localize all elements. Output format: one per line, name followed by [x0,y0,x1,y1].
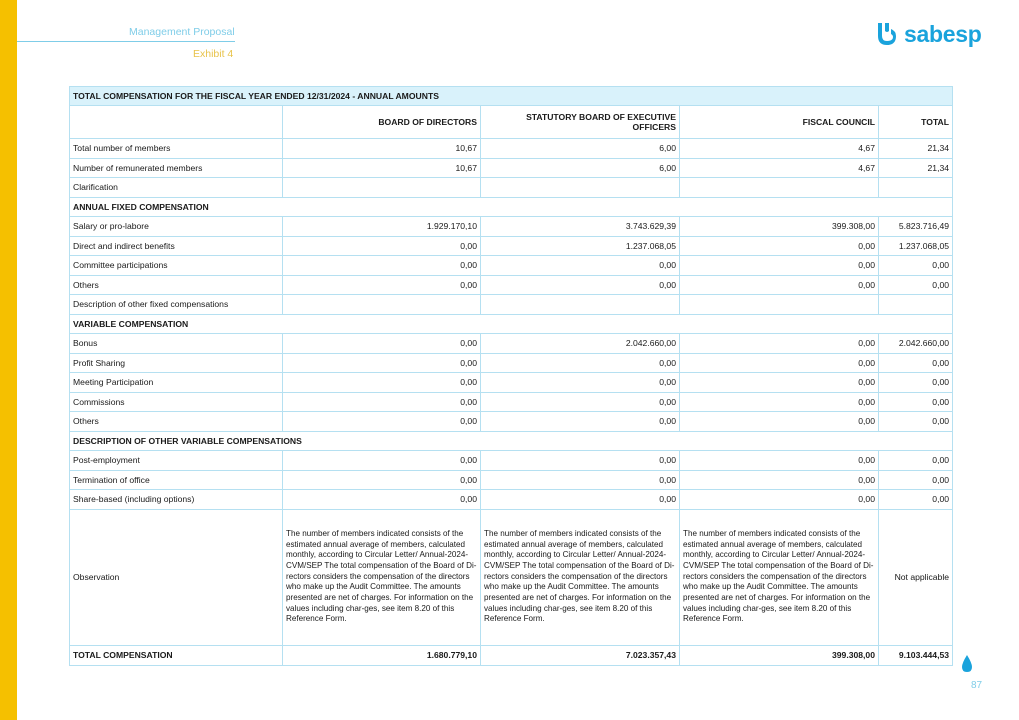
table-cell: 5.823.716,49 [879,217,953,237]
table-cell: 1.237.068,05 [879,236,953,256]
table-cell: 0,00 [879,451,953,471]
table-cell: 6,00 [481,158,680,178]
table-cell: 21,34 [879,158,953,178]
row-label: TOTAL COMPENSATION [70,645,283,665]
table-cell [680,295,879,315]
table-cell [481,178,680,198]
page-number: 87 [971,680,983,691]
row-label: Profit Sharing [70,353,283,373]
observation-row [70,509,953,645]
table-cell: 0,00 [879,256,953,276]
table-row [70,451,953,471]
row-label: Committee participations [70,256,283,276]
table-cell: 0,00 [879,275,953,295]
observation-note: The number of members indicated consists of the estimated annual average of members, calculated monthly, according to Circular Letter/ Annual-2024-CVM/SEP The total compensation of the Board of Di-rectors considers the compensation of the directors who make up the Audit Committee. The amounts presented are net of charges. For information on the values including char-ges, see item 8.20 of this Reference Form. [481,509,680,645]
table-row [70,178,953,198]
table-title: TOTAL COMPENSATION FOR THE FISCAL YEAR ENDED 12/31/2024 - ANNUAL AMOUNTS [70,87,953,106]
table-cell: 0,00 [481,353,680,373]
table-cell: 2.042.660,00 [879,334,953,354]
table-cell: 0,00 [283,412,481,432]
table-cell: 0,00 [283,353,481,373]
table-cell: 0,00 [879,392,953,412]
column-header-row [70,106,953,139]
table-cell: 0,00 [481,392,680,412]
row-label: Others [70,412,283,432]
table-cell: 0,00 [283,392,481,412]
table-cell [481,295,680,315]
table-cell: 0,00 [680,353,879,373]
left-accent-bar [0,0,17,720]
table-row [70,412,953,432]
column-header: BOARD OF DIRECTORS [283,106,481,139]
row-label: Commissions [70,392,283,412]
table-cell: 0,00 [283,256,481,276]
table-cell: 0,00 [283,373,481,393]
table-cell: 10,67 [283,158,481,178]
table-cell: 0,00 [680,334,879,354]
table-row [70,490,953,510]
row-label: Share-based (including options) [70,490,283,510]
table-cell [283,178,481,198]
table-row [70,373,953,393]
column-header: TOTAL [879,106,953,139]
row-label: Description of other fixed compensations [70,295,283,315]
table-row [70,334,953,354]
row-label: Bonus [70,334,283,354]
row-label: Post-employment [70,451,283,471]
column-header: FISCAL COUNCIL [680,106,879,139]
logo-text: sabesp [904,20,982,47]
compensation-table [69,86,953,666]
table-cell: 0,00 [481,470,680,490]
observation-note: The number of members indicated consists of the estimated annual average of members, calculated monthly, according to Circular Letter/ Annual-2024-CVM/SEP The total compensation of the Board of Di-rectors considers the compensation of the directors who make up the Audit Committee. The amounts presented are net of charges. For information on the values including char-ges, see item 8.20 of this Reference Form. [283,509,481,645]
table-title-row [70,87,953,106]
table-cell: 6,00 [481,139,680,159]
table-cell: 4,67 [680,158,879,178]
row-label: Meeting Participation [70,373,283,393]
table-row [70,236,953,256]
table-cell: 399.308,00 [680,217,879,237]
table-row [70,314,953,334]
table-row [70,431,953,451]
table-cell [879,295,953,315]
table-row [70,275,953,295]
observation-total: Not applicable [879,509,953,645]
section-header: ANNUAL FIXED COMPENSATION [70,197,953,217]
table-cell: 0,00 [481,412,680,432]
table-row [70,353,953,373]
table-row [70,158,953,178]
table-cell: 0,00 [680,392,879,412]
table-cell: 0,00 [680,236,879,256]
table-cell [680,178,879,198]
table-cell: 0,00 [481,451,680,471]
table-cell [879,178,953,198]
row-label: Salary or pro-labore [70,217,283,237]
table-cell: 0,00 [283,451,481,471]
section-header: VARIABLE COMPENSATION [70,314,953,334]
table-cell: 0,00 [879,373,953,393]
table-cell: 0,00 [680,275,879,295]
table-cell: 0,00 [879,470,953,490]
table-cell: 4,67 [680,139,879,159]
row-label: Number of remunerated members [70,158,283,178]
total-cell: 399.308,00 [680,645,879,665]
table-cell: 1.237.068,05 [481,236,680,256]
table-row [70,139,953,159]
table-cell: 0,00 [481,256,680,276]
table-cell: 0,00 [283,275,481,295]
table-cell: 0,00 [283,470,481,490]
table-cell: 0,00 [680,412,879,432]
row-label: Direct and indirect benefits [70,236,283,256]
table-row [70,197,953,217]
total-cell: 9.103.444,53 [879,645,953,665]
table-cell: 0,00 [680,470,879,490]
table-cell: 0,00 [283,334,481,354]
table-cell: 0,00 [680,256,879,276]
table-cell: 0,00 [481,490,680,510]
table-cell: 0,00 [879,353,953,373]
row-label: Clarification [70,178,283,198]
header-divider [17,41,235,42]
table-row [70,470,953,490]
table-cell: 0,00 [680,373,879,393]
table-cell: 0,00 [879,490,953,510]
table-row [70,217,953,237]
table-cell: 0,00 [879,412,953,432]
table-cell: 0,00 [481,275,680,295]
water-drop-icon [961,655,973,673]
table-cell: 0,00 [283,490,481,510]
column-header-empty [70,106,283,139]
table-cell: 21,34 [879,139,953,159]
row-label: Total number of members [70,139,283,159]
table-row [70,392,953,412]
table-cell: 0,00 [680,451,879,471]
document-title: Management Proposal [129,26,235,38]
table-cell: 1.929.170,10 [283,217,481,237]
table-cell: 0,00 [680,490,879,510]
table-row [70,295,953,315]
table-cell: 3.743.629,39 [481,217,680,237]
total-cell: 7.023.357,43 [481,645,680,665]
sabesp-logo-icon [874,20,900,48]
table-cell: 0,00 [283,236,481,256]
exhibit-label: Exhibit 4 [193,48,234,60]
table-cell [283,295,481,315]
total-row [70,645,953,665]
row-label: Others [70,275,283,295]
column-header: STATUTORY BOARD OF EXECUTIVE OFFICERS [481,106,680,139]
total-cell: 1.680.779,10 [283,645,481,665]
sabesp-logo [874,20,981,48]
table-cell: 0,00 [481,373,680,393]
observation-note: The number of members indicated consists of the estimated annual average of members, calculated monthly, according to Circular Letter/ Annual-2024-CVM/SEP The total compensation of the Board of Di-rectors considers the compensation of the directors who make up the Audit Committee. The amounts presented are net of charges. For information on the values including char-ges, see item 8.20 of this Reference Form. [680,509,879,645]
table-row [70,256,953,276]
section-header: DESCRIPTION OF OTHER VARIABLE COMPENSATIONS [70,431,953,451]
table-cell: 10,67 [283,139,481,159]
row-label: Observation [70,509,283,645]
row-label: Termination of office [70,470,283,490]
table-cell: 2.042.660,00 [481,334,680,354]
